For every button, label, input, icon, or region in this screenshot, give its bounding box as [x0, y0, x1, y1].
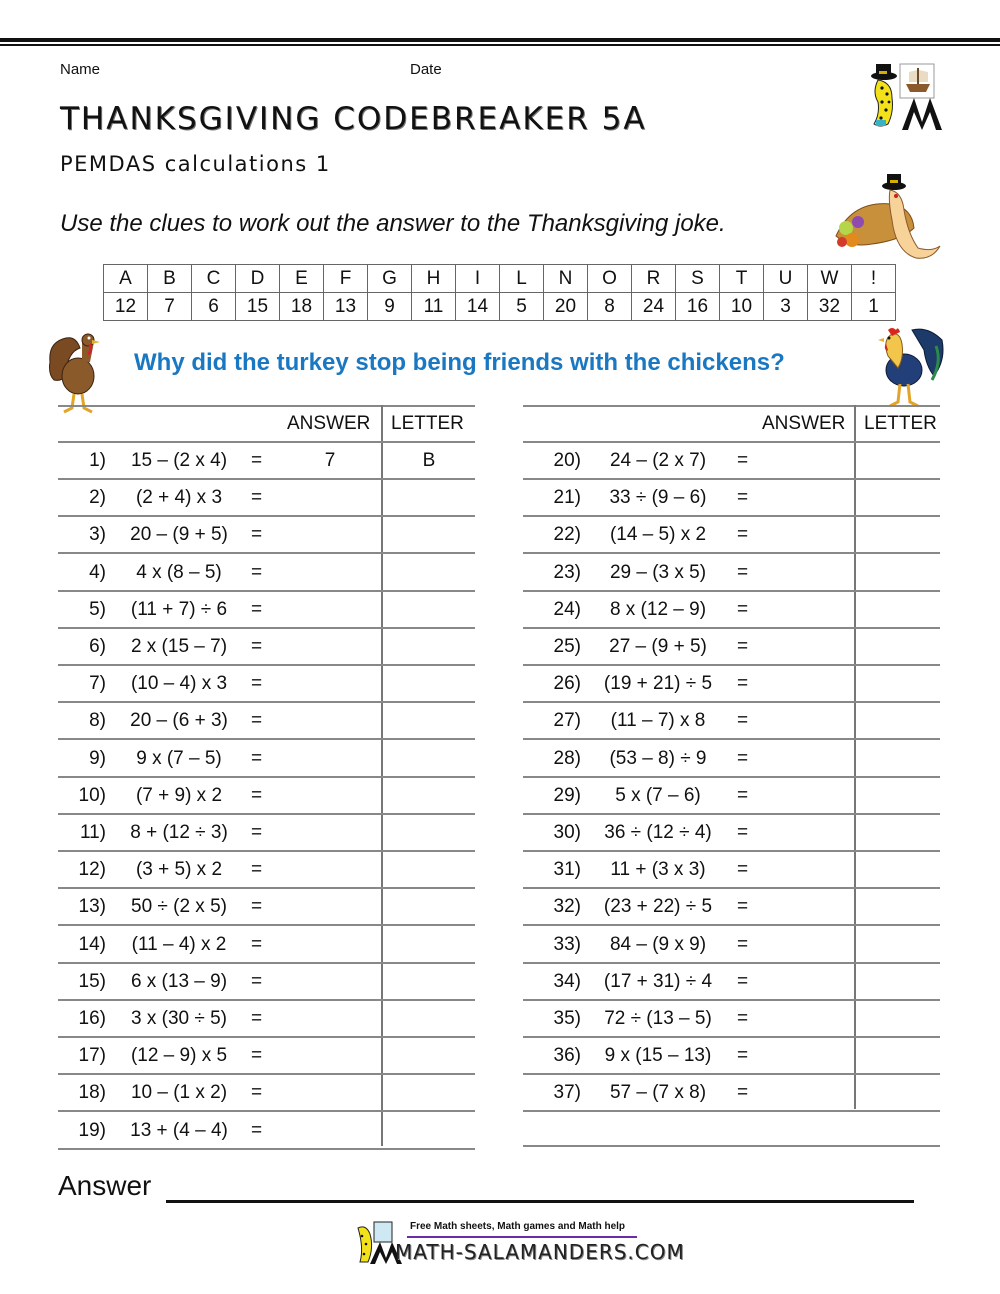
- table-top-rule: [58, 405, 475, 407]
- equals-sign: =: [737, 598, 749, 620]
- name-label: Name: [60, 61, 101, 78]
- problem-expression: 27 – (9 + 5): [609, 636, 707, 657]
- problem-expression: 36 ÷ (12 ÷ 4): [604, 822, 712, 843]
- problem-row: [58, 516, 475, 553]
- problem-expression: (11 – 7) x 8: [610, 710, 706, 732]
- answer-label: Answer: [58, 1170, 152, 1201]
- problem-row: [58, 702, 475, 739]
- equals-sign: =: [251, 970, 263, 992]
- problem-number: 19): [78, 1119, 106, 1141]
- code-key-table: [103, 264, 896, 321]
- problem-expression: 72 ÷ (13 – 5): [604, 1008, 712, 1029]
- problem-row: [58, 1074, 475, 1111]
- code-key-number: 12: [104, 293, 148, 321]
- equals-sign: =: [737, 1045, 749, 1067]
- code-key-letter: T: [720, 265, 764, 293]
- problem-expression: 9 x (15 – 13): [604, 1045, 712, 1067]
- problem-expression: (23 + 22) ÷ 5: [603, 896, 713, 918]
- letter-cell[interactable]: B: [422, 450, 436, 471]
- code-key-letter: E: [280, 265, 324, 293]
- equals-sign: =: [251, 822, 263, 843]
- problem-expression: 5 x (7 – 6): [615, 784, 701, 806]
- problem-number: 9): [89, 747, 106, 769]
- problem-expression: 29 – (3 x 5): [609, 561, 707, 583]
- equals-sign: =: [251, 859, 263, 881]
- problem-number: 32): [553, 896, 581, 918]
- code-key-number: 9: [368, 293, 412, 321]
- problem-expression: (14 – 5) x 2: [609, 524, 707, 546]
- problems-column-right: [523, 405, 940, 1150]
- code-key-letters-row: [104, 265, 896, 293]
- code-key-number: 1: [852, 293, 896, 321]
- equals-sign: =: [251, 896, 263, 918]
- problem-expression: (3 + 5) x 2: [135, 859, 223, 881]
- problem-expression: 8 x (12 – 9): [609, 598, 707, 620]
- equals-sign: =: [737, 822, 749, 843]
- problem-expression: 8 + (12 ÷ 3): [130, 822, 228, 843]
- code-key-letter: F: [324, 265, 368, 293]
- code-key-number: 7: [148, 293, 192, 321]
- problem-number: 13): [78, 896, 106, 918]
- problem-row: [523, 479, 940, 516]
- code-key-number: 15: [236, 293, 280, 321]
- answer-header: ANSWER: [287, 413, 371, 434]
- problem-expression: (2 + 4) x 3: [135, 487, 223, 509]
- problem-row: [58, 963, 475, 1000]
- salamander-pilgrim-logo-icon: [862, 62, 942, 130]
- equals-sign: =: [251, 450, 263, 471]
- problem-number: 17): [78, 1045, 106, 1067]
- problem-row: [58, 851, 475, 888]
- problem-number: 24): [553, 598, 581, 620]
- problem-number: 2): [89, 487, 106, 509]
- problem-expression: 57 – (7 x 8): [609, 1082, 707, 1104]
- equals-sign: =: [251, 1082, 263, 1104]
- code-key-number: 13: [324, 293, 368, 321]
- problem-expression: (53 – 8) ÷ 9: [609, 747, 707, 769]
- problem-row: [523, 591, 940, 628]
- problem-row: [58, 1037, 475, 1074]
- equals-sign: =: [737, 450, 749, 471]
- joke-question: Why did the turkey stop being friends with the chickens?: [134, 349, 785, 376]
- problem-row: [58, 665, 475, 702]
- equals-sign: =: [737, 859, 749, 881]
- problem-expression: 15 – (2 x 4): [130, 450, 228, 471]
- code-key-letter: !: [852, 265, 896, 293]
- problem-row: [523, 777, 940, 814]
- problem-expression: (10 – 4) x 3: [130, 673, 228, 695]
- problem-expression: (19 + 21) ÷ 5: [603, 673, 713, 695]
- problem-number: 33): [553, 933, 581, 955]
- problem-number: 4): [89, 561, 106, 583]
- problem-row: [58, 1112, 475, 1149]
- equals-sign: =: [737, 784, 749, 806]
- problem-expression: (11 + 7) ÷ 6: [130, 598, 228, 620]
- problem-expression: 6 x (13 – 9): [130, 970, 228, 992]
- answer-header: ANSWER: [762, 413, 846, 434]
- problem-row: [523, 740, 940, 777]
- problem-row: [523, 516, 940, 553]
- problem-number: 23): [553, 561, 581, 583]
- equals-sign: =: [737, 710, 749, 732]
- code-key-number: 16: [676, 293, 720, 321]
- equals-sign: =: [737, 524, 749, 546]
- header-rule-thick: [0, 38, 1000, 42]
- problem-row: [523, 1000, 940, 1037]
- problem-expression: (7 + 9) x 2: [135, 784, 223, 806]
- problem-expression: 13 + (4 – 4): [130, 1119, 228, 1141]
- problem-expression: 20 – (6 + 3): [130, 710, 228, 732]
- problem-expression: 84 – (9 x 9): [609, 933, 707, 955]
- header-rule-thin: [0, 44, 1000, 46]
- problem-expression: 9 x (7 – 5): [136, 747, 222, 769]
- rooster-icon: [872, 326, 946, 410]
- problem-row: [58, 814, 475, 851]
- problem-number: 28): [553, 747, 581, 769]
- problem-expression: 50 ÷ (2 x 5): [131, 896, 227, 918]
- problem-expression: 11 + (3 x 3): [610, 859, 706, 881]
- code-key-letter: G: [368, 265, 412, 293]
- problem-row: [523, 554, 940, 591]
- code-key-letter: L: [500, 265, 544, 293]
- code-key-number: 24: [632, 293, 676, 321]
- problem-row: [58, 740, 475, 777]
- code-key-letter: B: [148, 265, 192, 293]
- problem-row: [523, 851, 940, 888]
- problem-expression: 3 x (30 ÷ 5): [131, 1008, 227, 1029]
- equals-sign: =: [737, 561, 749, 583]
- code-key-letter: N: [544, 265, 588, 293]
- problem-number: 14): [78, 933, 106, 955]
- problem-row: [58, 479, 475, 516]
- letter-header: LETTER: [864, 413, 937, 434]
- problem-number: 27): [553, 710, 581, 732]
- problem-row: [523, 963, 940, 1000]
- code-key-number: 6: [192, 293, 236, 321]
- problem-row: [523, 1074, 940, 1111]
- problem-expression: 10 – (1 x 2): [130, 1082, 228, 1104]
- answer-input-line[interactable]: [166, 1200, 914, 1203]
- problem-expression: 2 x (15 – 7): [130, 636, 228, 657]
- code-key-letter: H: [412, 265, 456, 293]
- problem-number: 22): [553, 524, 581, 546]
- problem-number: 6): [89, 636, 106, 657]
- code-key-number: 8: [588, 293, 632, 321]
- equals-sign: =: [251, 561, 263, 583]
- problem-number: 11): [79, 822, 106, 843]
- problem-row: [58, 888, 475, 925]
- problem-expression: (17 + 31) ÷ 4: [603, 970, 713, 992]
- problem-row: [523, 888, 940, 925]
- code-key-number: 20: [544, 293, 588, 321]
- problem-expression: 4 x (8 – 5): [136, 561, 222, 583]
- problem-row: [58, 554, 475, 591]
- equals-sign: =: [251, 710, 263, 732]
- equals-sign: =: [737, 896, 749, 918]
- equals-sign: =: [737, 673, 749, 695]
- code-key-number: 10: [720, 293, 764, 321]
- equals-sign: =: [737, 487, 749, 509]
- code-key-letter: W: [808, 265, 852, 293]
- equals-sign: =: [737, 933, 749, 955]
- footer-tagline: Free Math sheets, Math games and Math help: [410, 1221, 626, 1232]
- problem-number: 18): [78, 1082, 106, 1104]
- problem-number: 26): [553, 673, 581, 695]
- problem-number: 30): [553, 822, 581, 843]
- code-key-letter: C: [192, 265, 236, 293]
- code-key-numbers-row: [104, 293, 896, 321]
- code-key-number: 14: [456, 293, 500, 321]
- problem-number: 29): [553, 784, 581, 806]
- code-key-number: 3: [764, 293, 808, 321]
- problem-expression: (12 – 9) x 5: [130, 1045, 228, 1067]
- problem-row: [523, 926, 940, 963]
- footer-site-link[interactable]: MATH-SALAMANDERS.COM: [395, 1240, 685, 1264]
- problem-row: [523, 1037, 940, 1074]
- equals-sign: =: [251, 1008, 263, 1029]
- equals-sign: =: [251, 673, 263, 695]
- problem-expression: 20 – (9 + 5): [130, 524, 228, 546]
- problem-row: [523, 702, 940, 739]
- equals-sign: =: [251, 487, 263, 509]
- problem-expression: (11 – 4) x 2: [131, 933, 227, 955]
- code-key-letter: I: [456, 265, 500, 293]
- problem-number: 34): [553, 970, 581, 992]
- code-key-letter: O: [588, 265, 632, 293]
- equals-sign: =: [737, 970, 749, 992]
- letter-header: LETTER: [391, 413, 464, 434]
- date-label: Date: [410, 61, 442, 78]
- problem-number: 8): [89, 710, 106, 732]
- problem-number: 1): [89, 450, 106, 471]
- equals-sign: =: [251, 933, 263, 955]
- code-key-letter: D: [236, 265, 280, 293]
- problem-row: [523, 814, 940, 851]
- problem-row: [523, 628, 940, 665]
- problem-row: [523, 442, 940, 479]
- problems-column-left: [58, 405, 475, 1150]
- worksheet-subtitle: PEMDAS calculations 1: [60, 152, 331, 176]
- problem-expression: 24 – (2 x 7): [609, 450, 707, 471]
- code-key-number: 5: [500, 293, 544, 321]
- problem-expression: 33 ÷ (9 – 6): [609, 487, 707, 509]
- problem-row: [523, 665, 940, 702]
- problem-number: 12): [78, 859, 106, 881]
- problem-row: [58, 777, 475, 814]
- problem-number: 20): [553, 450, 581, 471]
- equals-sign: =: [251, 598, 263, 620]
- instructions: Use the clues to work out the answer to the Thanksgiving joke.: [60, 210, 726, 237]
- equals-sign: =: [251, 784, 263, 806]
- problem-number: 10): [78, 784, 106, 806]
- turkey-icon: [46, 332, 126, 414]
- code-key-number: 18: [280, 293, 324, 321]
- footer-divider: [407, 1236, 637, 1238]
- equals-sign: =: [251, 1119, 263, 1141]
- code-key-number: 11: [412, 293, 456, 321]
- problem-number: 21): [553, 487, 581, 509]
- problem-number: 25): [553, 636, 581, 657]
- code-key-number: 32: [808, 293, 852, 321]
- table-top-rule: [523, 405, 940, 407]
- problem-number: 36): [553, 1045, 581, 1067]
- problem-row: [58, 1000, 475, 1037]
- worksheet-title: THANKSGIVING CODEBREAKER 5A: [60, 101, 647, 137]
- row-rule: [523, 1110, 940, 1112]
- problem-number: 37): [553, 1082, 581, 1104]
- equals-sign: =: [737, 747, 749, 769]
- problem-number: 15): [78, 970, 106, 992]
- equals-sign: =: [251, 1045, 263, 1067]
- equals-sign: =: [251, 524, 263, 546]
- code-key-letter: R: [632, 265, 676, 293]
- code-key-letter: U: [764, 265, 808, 293]
- equals-sign: =: [737, 636, 749, 657]
- problem-row: [58, 442, 475, 479]
- problem-number: 3): [89, 524, 106, 546]
- equals-sign: =: [737, 1082, 749, 1104]
- problem-number: 16): [78, 1008, 106, 1029]
- problem-row: [58, 628, 475, 665]
- cornucopia-pilgrim-icon: [832, 170, 942, 270]
- row-rule: [58, 1148, 475, 1150]
- equals-sign: =: [737, 1008, 749, 1029]
- table-bottom-rule: [523, 1145, 940, 1147]
- equals-sign: =: [251, 636, 263, 657]
- problem-row: [58, 926, 475, 963]
- answer-cell[interactable]: 7: [324, 450, 336, 471]
- problem-number: 35): [553, 1008, 581, 1029]
- code-key-letter: S: [676, 265, 720, 293]
- problem-number: 7): [89, 673, 106, 695]
- problem-row: [58, 591, 475, 628]
- equals-sign: =: [251, 747, 263, 769]
- problem-number: 31): [553, 859, 581, 881]
- problem-number: 5): [89, 598, 106, 620]
- code-key-letter: A: [104, 265, 148, 293]
